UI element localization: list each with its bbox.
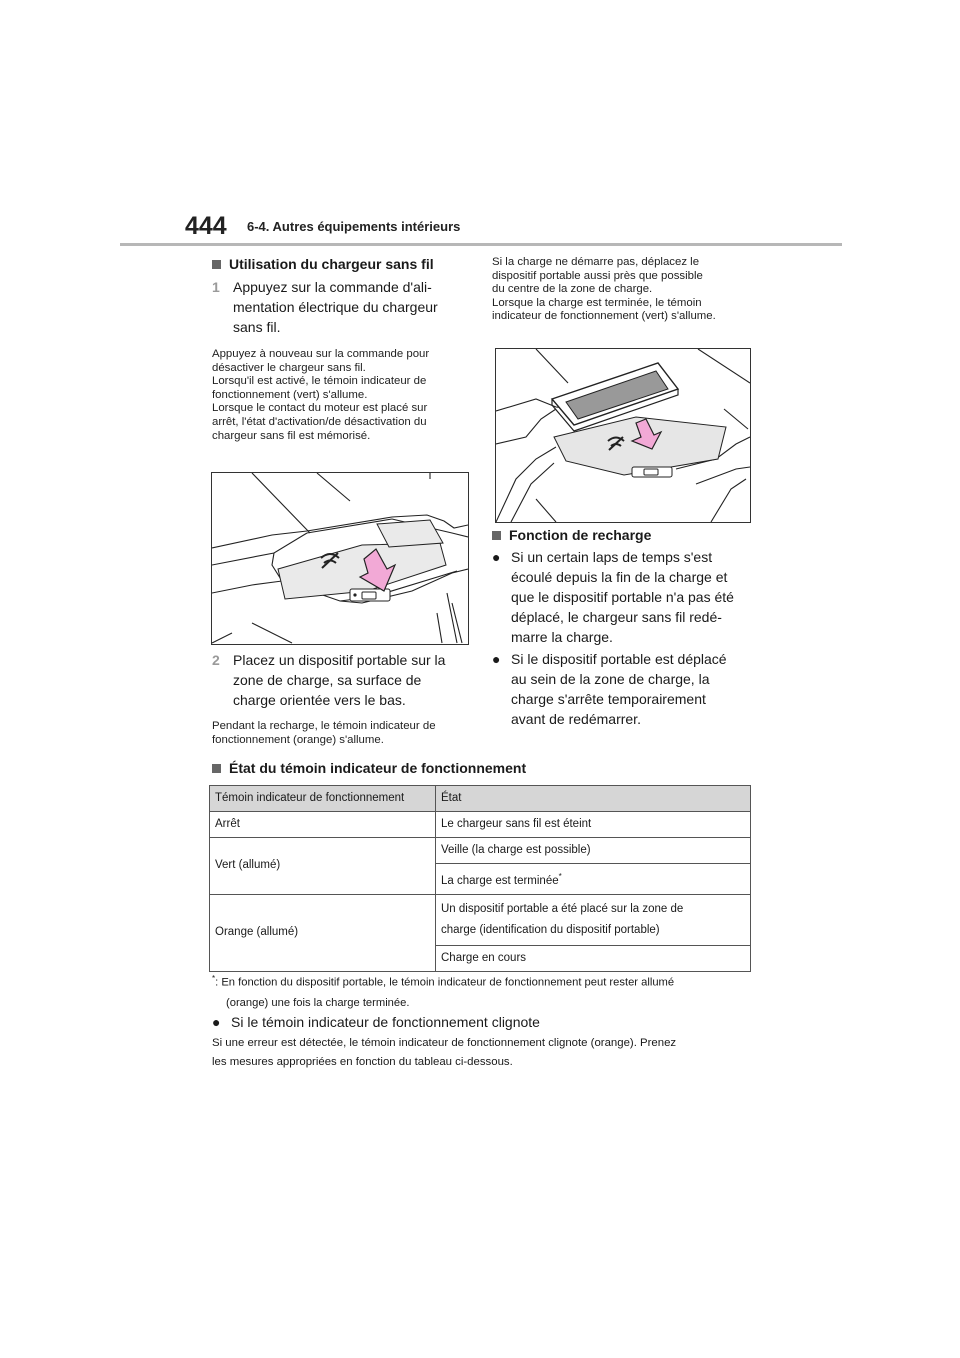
note-line: Lorsqu'il est activé, le témoin indicateur de xyxy=(212,375,427,388)
bullet-line: déplacé, le chargeur sans fil redé- xyxy=(511,609,722,625)
bullet-line: avant de redémarrer. xyxy=(511,711,641,727)
footnote-mark: * xyxy=(212,974,216,983)
page-number: 444 xyxy=(185,212,227,240)
bullet-line: marre la charge. xyxy=(511,629,613,645)
step-1-line: mentation électrique du chargeur xyxy=(233,299,438,315)
note-line: Lorsque le contact du moteur est placé sur xyxy=(212,402,428,415)
figure-charger-switch-drawing xyxy=(212,473,468,644)
bullet-blink-text: Si le témoin indicateur de fonctionnement clignote xyxy=(231,1014,540,1030)
footnote-mark: * xyxy=(558,872,562,881)
heading-recharge xyxy=(492,527,651,543)
table-header-row xyxy=(210,786,751,812)
bullet-blink xyxy=(212,1012,752,1032)
square-bullet-icon xyxy=(212,260,221,269)
heading-status xyxy=(212,760,526,776)
heading-recharge-text: Fonction de recharge xyxy=(509,527,652,543)
note-line: Appuyez à nouveau sur la commande pour xyxy=(212,348,430,360)
bullet-line: Si le dispositif portable est déplacé xyxy=(511,651,727,667)
heading-usage xyxy=(212,256,434,272)
table-cell: Le chargeur sans fil est éteint xyxy=(436,812,751,838)
footnote-line: : En fonction du dispositif portable, le témoin indicateur de fonctionnement peut rester allumé xyxy=(215,976,675,989)
note-line: indicateur de fonctionnement (vert) s'allume. xyxy=(492,310,716,323)
table-header-cell: Témoin indicateur de fonctionnement xyxy=(210,786,436,812)
table-cell: Arrêt xyxy=(210,812,436,838)
status-table xyxy=(209,785,751,972)
bullet-recharge-1 xyxy=(492,547,754,647)
state-line: charge (identification du dispositif portable) xyxy=(441,923,660,936)
bullet-line: écoulé depuis la fin de la charge et xyxy=(511,569,728,585)
heading-usage-text: Utilisation du chargeur sans fil xyxy=(229,256,434,272)
note-right xyxy=(492,256,752,324)
bullet-recharge-2 xyxy=(492,649,754,729)
heading-status-text: État du témoin indicateur de fonctionnement xyxy=(229,760,527,776)
note-line: désactiver le chargeur sans fil. xyxy=(212,361,366,374)
table-cell: Charge en cours xyxy=(436,945,751,971)
table-cell: Vert (allumé) xyxy=(210,838,436,895)
blink-note xyxy=(212,1034,772,1072)
square-bullet-icon xyxy=(492,531,501,540)
step-2-line: Placez un dispositif portable sur la xyxy=(233,652,446,668)
footnote xyxy=(212,969,772,1013)
step-1-number: 1 xyxy=(212,279,220,295)
note-line: Lorsque la charge est terminée, le témoin xyxy=(492,296,702,309)
note-line: arrêt, l'état d'activation/de désactivation du xyxy=(212,415,427,428)
note-line: Si une erreur est détectée, le témoin indicateur de fonctionnement clignote (orange). Prenez xyxy=(212,1037,677,1049)
table-cell xyxy=(436,864,751,895)
step-2-number: 2 xyxy=(212,652,220,668)
table-cell: Orange (allumé) xyxy=(210,894,436,971)
table-row xyxy=(210,894,751,945)
note-line: dispositif portable aussi près que possible xyxy=(492,269,703,282)
round-bullet-icon: ● xyxy=(212,1014,221,1030)
table-row xyxy=(210,812,751,838)
note-1 xyxy=(212,348,482,443)
bullet-line: Si un certain laps de temps s'est xyxy=(511,549,713,565)
table-row xyxy=(210,838,751,864)
bullet-line: au sein de la zone de charge, la xyxy=(511,671,710,687)
table-header-cell: État xyxy=(436,786,751,812)
step-2-line: charge orientée vers le bas. xyxy=(233,692,406,708)
section-title: 6-4. Autres équipements intérieurs xyxy=(247,219,461,234)
footnote-line: (orange) une fois la charge terminée. xyxy=(226,996,410,1009)
note-2 xyxy=(212,720,482,747)
figure-phone-on-pad-drawing xyxy=(496,349,750,522)
note-line: chargeur sans fil est mémorisé. xyxy=(212,429,371,442)
state-line: Un dispositif portable a été placé sur la zone de xyxy=(441,902,684,915)
note-line: fonctionnement (vert) s'allume. xyxy=(212,388,368,401)
figure-charger-switch xyxy=(211,472,469,645)
note-line: Si la charge ne démarre pas, déplacez le xyxy=(492,256,700,268)
step-1 xyxy=(212,277,482,337)
step-2-line: zone de charge, sa surface de xyxy=(233,672,422,688)
figure-phone-on-pad xyxy=(495,348,751,523)
header-rule xyxy=(120,243,842,246)
square-bullet-icon xyxy=(212,764,221,773)
step-1-line: Appuyez sur la commande d'ali- xyxy=(233,279,432,295)
step-1-line: sans fil. xyxy=(233,319,281,335)
note-line: Pendant la recharge, le témoin indicateur de xyxy=(212,720,436,732)
step-2 xyxy=(212,650,482,710)
note-line: fonctionnement (orange) s'allume. xyxy=(212,733,384,746)
bullet-line: que le dispositif portable n'a pas été xyxy=(511,589,734,605)
note-line: les mesures appropriées en fonction du tableau ci-dessous. xyxy=(212,1056,513,1068)
table-cell xyxy=(436,894,751,945)
round-bullet-icon: ● xyxy=(492,651,501,667)
state-text: La charge est terminée xyxy=(441,874,559,887)
table-cell: Veille (la charge est possible) xyxy=(436,838,751,864)
bullet-line: charge s'arrête temporairement xyxy=(511,691,706,707)
round-bullet-icon: ● xyxy=(492,549,501,565)
note-line: du centre de la zone de charge. xyxy=(492,283,653,296)
